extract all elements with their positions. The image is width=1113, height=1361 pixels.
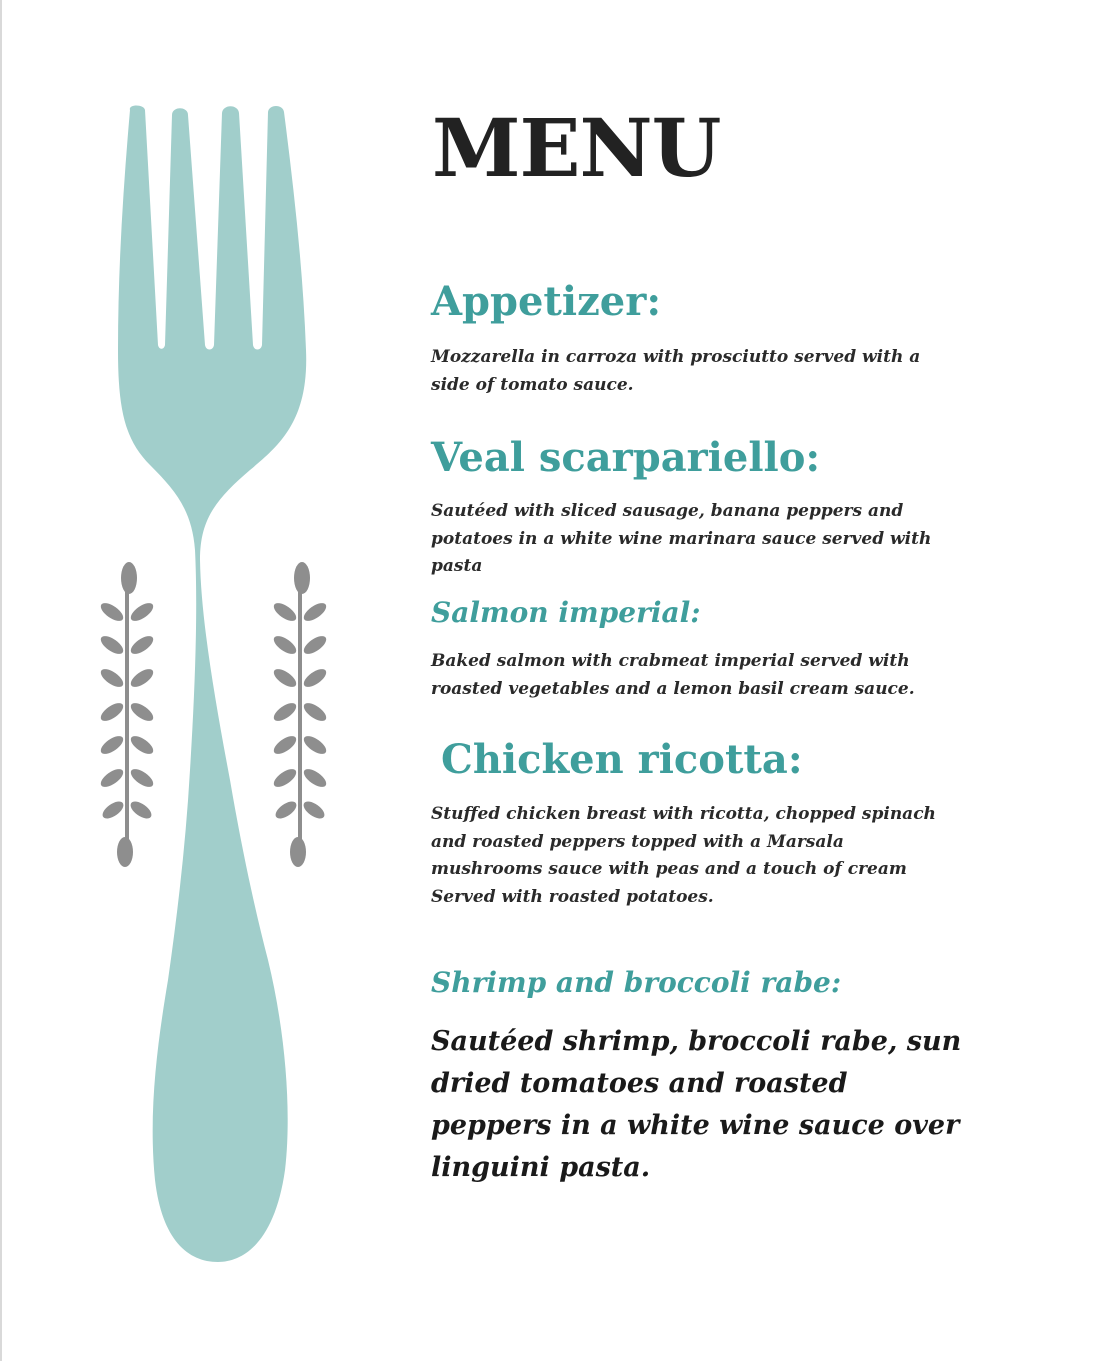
section-heading-shrimp-broccoli-rabe: Shrimp and broccoli rabe: (431, 966, 842, 999)
section-description-appetizer: Mozzarella in carroza with prosciutto served with a side of tomato sauce. (431, 347, 921, 395)
section-heading-salmon-imperial: Salmon imperial: (431, 596, 701, 629)
section-heading-veal-scarpariello: Veal scarpariello: (431, 434, 821, 481)
fork-icon (118, 106, 306, 1263)
section-description-veal-scarpariello: Sautéed with sliced sausage, banana peppers and potatoes in a white wine marinara sauce served with pasta (431, 501, 932, 576)
leaf-branch-icon (271, 562, 329, 867)
section-heading-chicken-ricotta: Chicken ricotta: (441, 736, 803, 783)
leaf-branch-icon (98, 562, 156, 867)
section-heading-appetizer: Appetizer: (431, 278, 662, 325)
section-description-salmon-imperial: Baked salmon with crabmeat imperial served with roasted vegetables and a lemon basil cream sauce. (431, 651, 915, 699)
fork-illustration (0, 0, 420, 1361)
section-description-shrimp-broccoli-rabe: Sautéed shrimp, broccoli rabe, sun dried tomatoes and roasted peppers in a white wine sauce over linguini pasta. (431, 1026, 962, 1183)
section-description-chicken-ricotta: Stuffed chicken breast with ricotta, chopped spinach and roasted peppers topped with a Marsala mushrooms sauce with peas and a touch of cream Served with roasted potatoes. (431, 804, 936, 907)
menu-title: MENU (432, 101, 721, 195)
